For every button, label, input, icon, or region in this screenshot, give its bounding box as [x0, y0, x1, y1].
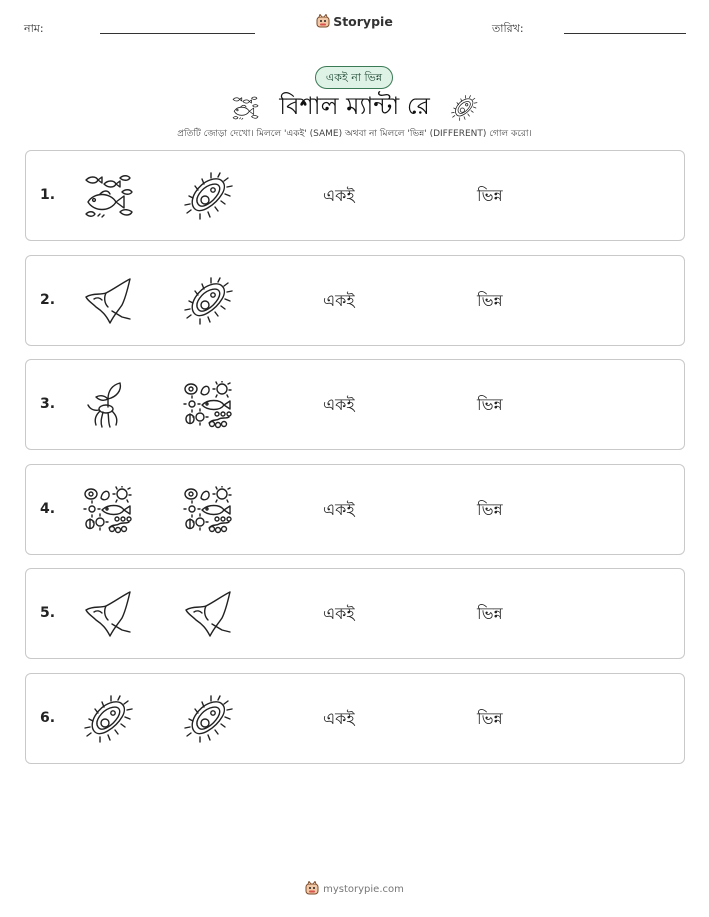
question-row-2 — [25, 255, 685, 346]
different-option[interactable]: ভিন্ন — [477, 499, 503, 519]
brand — [0, 14, 709, 29]
plankton-icon — [182, 486, 234, 534]
fish-school-icon — [230, 95, 260, 121]
plankton-icon — [82, 486, 134, 534]
footer-url[interactable]: mystorypie.com — [323, 884, 404, 895]
same-option[interactable]: একই — [323, 708, 355, 728]
bacteria-icon — [182, 172, 234, 220]
question-number: 6. — [40, 709, 56, 726]
name-field[interactable] — [100, 33, 255, 34]
question-number: 4. — [40, 500, 56, 517]
storypie-logo-icon — [305, 881, 319, 895]
bacteria-icon — [82, 695, 134, 743]
different-option[interactable]: ভিন্ন — [477, 290, 503, 310]
question-number: 5. — [40, 605, 56, 621]
same-option[interactable]: একই — [323, 499, 355, 519]
question-row-6 — [25, 673, 685, 764]
manta-ray-icon — [82, 277, 134, 325]
manta-ray-icon — [82, 590, 134, 638]
date-field[interactable] — [564, 33, 686, 34]
question-number: 3. — [40, 396, 56, 412]
footer — [0, 881, 709, 895]
date-label: তারিখ: — [492, 22, 524, 35]
plankton-icon — [182, 381, 234, 429]
manta-ray-icon — [182, 590, 234, 638]
same-option[interactable]: একই — [323, 290, 355, 310]
bacteria-icon — [182, 277, 234, 325]
question-number: 1. — [40, 187, 56, 203]
bacteria-icon — [449, 95, 479, 121]
bacteria-icon — [182, 695, 234, 743]
brand-name: Storypie — [333, 14, 393, 29]
name-label: নাম: — [24, 22, 44, 35]
question-row-1 — [25, 150, 685, 241]
page-title: বিশাল ম্যান্টা রে — [279, 92, 430, 120]
different-option[interactable]: ভিন্ন — [477, 186, 503, 205]
storypie-logo-icon — [316, 14, 330, 28]
seedling-icon — [82, 381, 134, 429]
different-option[interactable]: ভিন্ন — [477, 604, 503, 623]
question-row-5 — [25, 568, 685, 659]
question-row-3 — [25, 359, 685, 450]
different-option[interactable]: ভিন্ন — [477, 708, 503, 728]
instructions: প্রতিটি জোড়া দেখো। মিললে 'একই' (SAME) অথবা না মিললে 'ভিন্ন' (DIFFERENT) গোল করো। — [177, 129, 532, 139]
question-number: 2. — [40, 291, 56, 308]
different-option[interactable]: ভিন্ন — [477, 395, 503, 414]
title-row — [0, 88, 709, 128]
same-option[interactable]: একই — [323, 604, 355, 623]
same-option[interactable]: একই — [323, 186, 355, 205]
question-list — [25, 150, 685, 777]
fish-school-icon — [82, 172, 134, 220]
worksheet-type-badge: একই না ভিন্ন — [315, 66, 393, 89]
question-row-4 — [25, 464, 685, 555]
same-option[interactable]: একই — [323, 395, 355, 414]
